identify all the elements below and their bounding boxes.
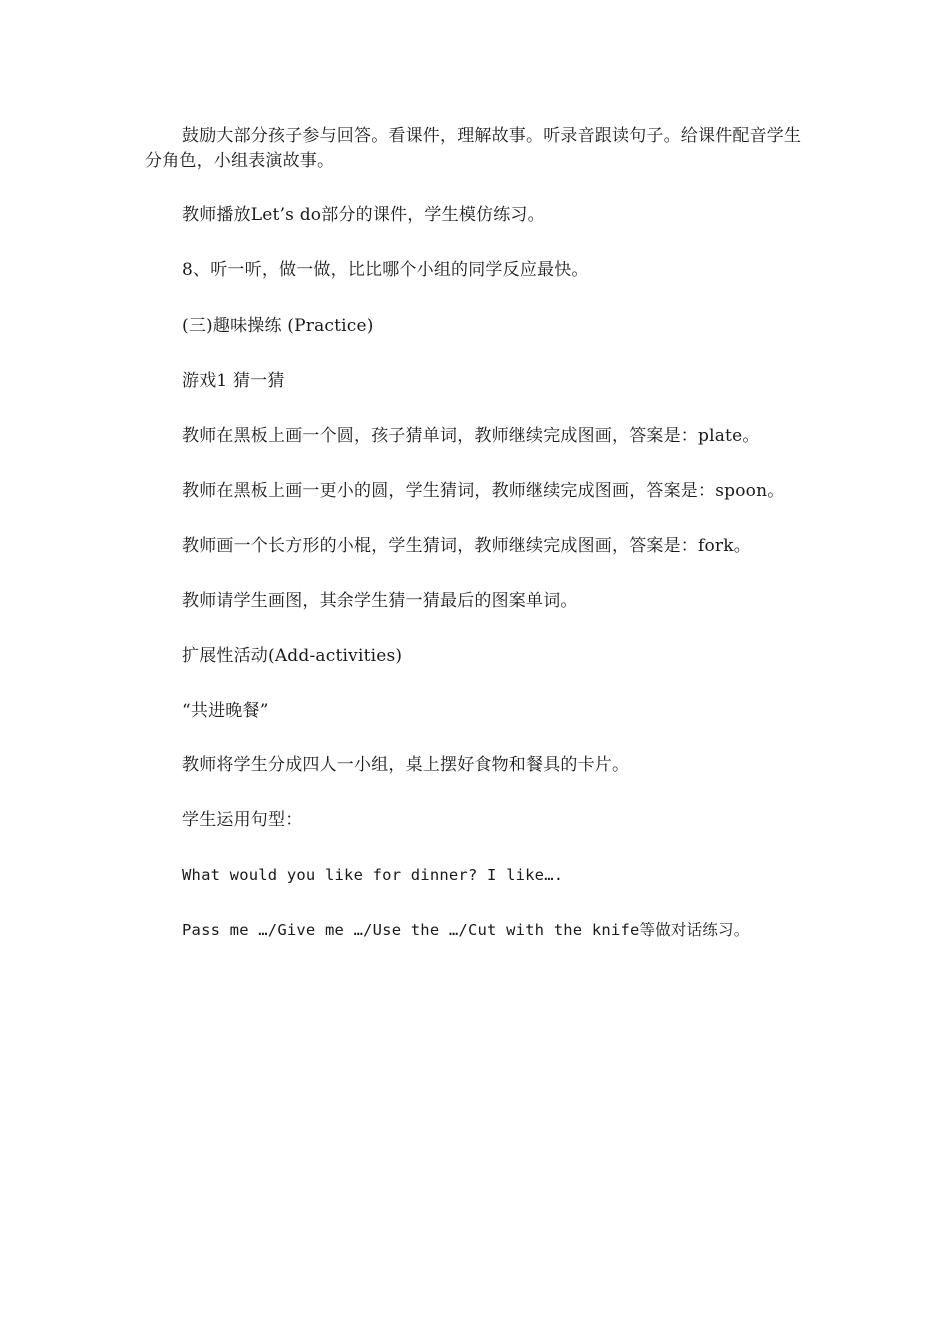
paragraph-spoon: 教师在黑板上画一更小的圆，学生猜词，教师继续完成图画，答案是：spoon。 xyxy=(182,481,785,501)
section-heading-add-activities: 扩展性活动(Add-activities) xyxy=(182,646,403,666)
section-heading-practice: (三)趣味操练 (Practice) xyxy=(182,316,374,336)
paragraph-lets-do: 教师播放Let’s do部分的课件，学生模仿练习。 xyxy=(182,205,545,225)
paragraph-encourage-answers: 鼓励大部分孩子参与回答。看课件，理解故事。听录音跟读句子。给课件配音学生分角色，小组表演故事。 xyxy=(145,126,802,171)
paragraph-groups: 教师将学生分成四人一小组，桌上摆好食物和餐具的卡片。 xyxy=(182,755,630,775)
paragraph-plate: 教师在黑板上画一个圆，孩子猜单词，教师继续完成图画，答案是：plate。 xyxy=(182,426,760,446)
paragraph-sentence-patterns: 学生运用句型： xyxy=(182,810,303,830)
example-sentence-pass-me: Pass me …/Give me …/Use the …/Cut with the knife等做对话练习。 xyxy=(182,921,750,939)
activity-title-dinner: “共进晚餐” xyxy=(182,701,269,721)
paragraph-listen-and-do: 8、听一听，做一做，比比哪个小组的同学反应最快。 xyxy=(182,260,589,280)
paragraph-fork: 教师画一个长方形的小棍，学生猜词，教师继续完成图画，答案是：fork。 xyxy=(182,536,751,556)
paragraph-draw-guess: 教师请学生画图，其余学生猜一猜最后的图案单词。 xyxy=(182,591,578,611)
example-sentence-dinner: What would you like for dinner? I like…. xyxy=(182,866,564,884)
game-heading-guess: 游戏1 猜一猜 xyxy=(182,371,285,391)
